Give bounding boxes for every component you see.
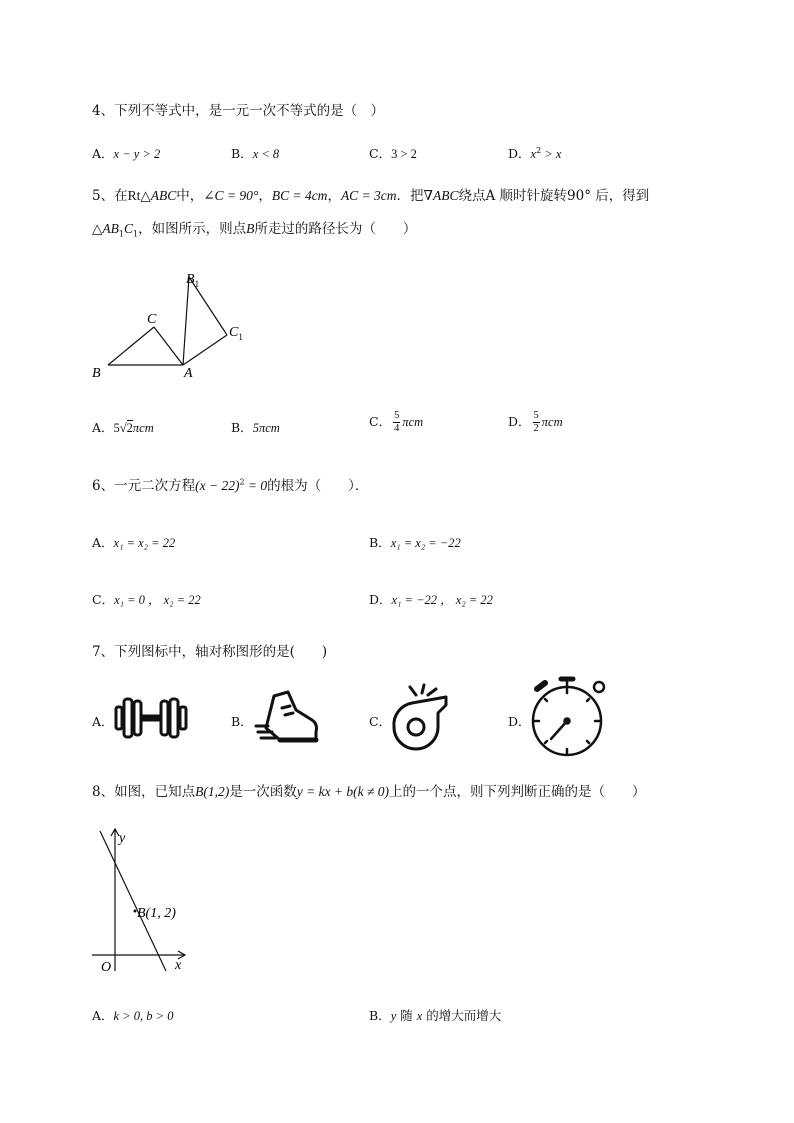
segment-ca bbox=[154, 327, 183, 365]
q8-option-b[interactable]: B．y 随 x 的增大而增大 bbox=[369, 1008, 502, 1023]
q7-option-a-label: A． bbox=[92, 714, 114, 729]
dumbbell-icon[interactable] bbox=[112, 695, 192, 741]
q5-option-b[interactable]: B．5πcm bbox=[231, 420, 280, 435]
q5-stem-line1: 5、在Rt△ABC中，∠C = 90°，BC = 4cm，AC = 3cm．把∇ABC绕点A 顺时针旋转90° 后，得到 bbox=[92, 188, 650, 204]
label-b1: $B_1$ bbox=[186, 272, 200, 289]
segment-c1a bbox=[183, 335, 227, 365]
q5-stem-line2: $\triangle AB_1C_1$，如图所示，则点B所走过的路径长为（ ） bbox=[92, 221, 417, 239]
function-line bbox=[100, 831, 166, 971]
q5-option-a[interactable]: A．5√2πcm bbox=[92, 420, 154, 435]
q4-option-c[interactable]: C．3 > 2 bbox=[369, 146, 417, 161]
q7-option-b-label: B． bbox=[231, 714, 253, 729]
q6-option-c[interactable]: C．x₁ = 0 ， x₂ = 22 bbox=[92, 592, 201, 607]
origin-label: O bbox=[101, 960, 112, 975]
segment-bc bbox=[108, 327, 154, 365]
q8-option-a[interactable]: A．k > 0, b > 0 bbox=[92, 1008, 174, 1023]
point-b-label: B(1, 2) bbox=[137, 906, 176, 921]
q6-option-d[interactable]: D．x₁ = −22 ， x₂ = 22 bbox=[369, 592, 493, 607]
q7-option-d-label: D． bbox=[508, 714, 531, 729]
label-a: A bbox=[184, 366, 193, 381]
q5-triangle-figure bbox=[88, 265, 263, 385]
label-b: B bbox=[92, 366, 101, 381]
q4-option-b[interactable]: B．x < 8 bbox=[231, 146, 280, 161]
q4-stem: 4、下列不等式中，是一元一次不等式的是（ ） bbox=[92, 103, 385, 119]
q7-stem: 7、下列图标中，轴对称图形的是( ) bbox=[92, 644, 328, 660]
q8-stem: 8、如图，已知点B(1,2)是一次函数y = kx + b(k ≠ 0)上的一个点，则下列判断正确的是（ ） bbox=[92, 784, 646, 800]
q5-option-c[interactable]: C． $\frac{5}{4}$ πcm bbox=[369, 410, 424, 434]
q8-linear-function-graph bbox=[88, 825, 198, 975]
q4-option-a[interactable]: A．x − y > 2 bbox=[92, 146, 161, 161]
q6-option-a[interactable]: A．x₁ = x₂ = 22 bbox=[92, 535, 176, 550]
whistle-icon[interactable] bbox=[388, 683, 450, 753]
q7-option-c-label: C． bbox=[369, 714, 392, 729]
label-c1: $C_1$ bbox=[229, 325, 243, 342]
q4-option-d[interactable]: D．$x^2 > x$ bbox=[508, 145, 562, 161]
x-axis-label: x bbox=[175, 958, 182, 973]
segment-ab1 bbox=[183, 277, 189, 365]
stopwatch-icon[interactable] bbox=[527, 675, 611, 759]
q6-stem: 6、一元二次方程$(x - 22)^2 = 0$的根为（ ）． bbox=[92, 477, 369, 494]
y-axis-label: y bbox=[119, 831, 126, 846]
running-shoe-icon[interactable] bbox=[252, 688, 322, 748]
q6-option-b[interactable]: B．x₁ = x₂ = −22 bbox=[369, 535, 461, 550]
label-c: C bbox=[147, 312, 157, 327]
q5-option-d[interactable]: D． $\frac{5}{2}$ πcm bbox=[508, 410, 563, 434]
